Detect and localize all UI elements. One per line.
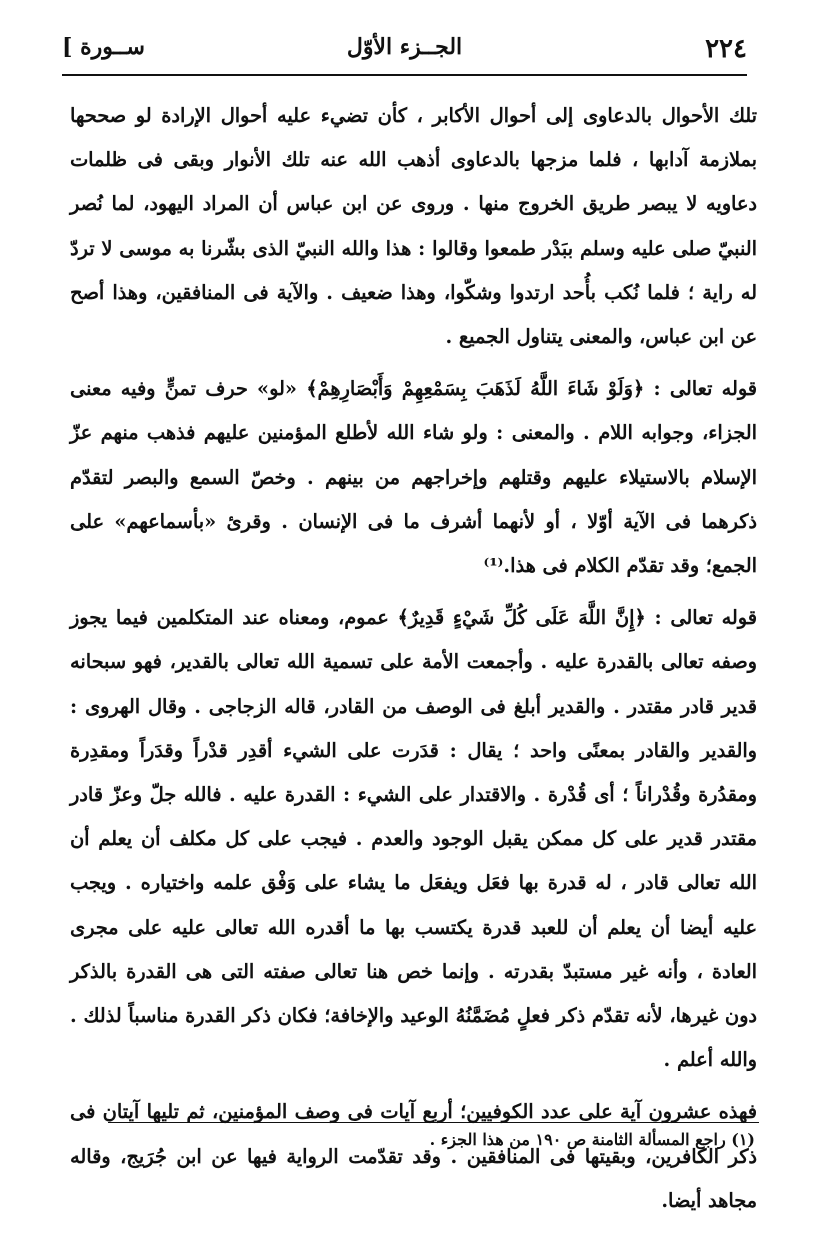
body-text xyxy=(70,94,757,1231)
running-head xyxy=(62,28,747,70)
paragraph: قوله تعالى : ﴿إِنَّ اللَّهَ عَلَى كُلِّ شَيْءٍ قَدِيرٌ﴾ عموم، ومعناه عند المتكلمين فيما يجوز وصفه تعالى بالقدرة عليه . وأجمعت الأمة على تسمية الله تعالى بالقدير، فهو سبحانه قدير قادر مقتدر . والقدير أبلغ فى الوصف من القادر، قاله الزجاجى . وقال الهروى : والقدير والقادر بمعنًى واحد ؛ يقال : قدَرت على الشيء أقدِر قدْراً وقدَراً ومقدِرة ومقدُرة وقُدْراناً ؛ أى قُدْرة . والاقتدار على الشيء : القدرة عليه . فالله جلّ وعزّ قادر مقتدر قدير على كل ممكن يقبل الوجود والعدم . فيجب على كل مكلف أن يعلم أن الله تعالى قادر ، له قدرة بها فعَل ويفعَل ما يشاء على وَفْق علمه واختياره . ويجب عليه أيضا أن يعلم أن للعبد قدرة يكتسب بها ما أقدره الله تعالى عليه على مجرى العادة ، وأنه غير مستبدّ بقدرته . وإنما خص هنا تعالى صفته التى هى القدرة بالذكر دون غيرها، لأنه تقدّم ذكر فعلٍ مُضَمَّنُهُ الوعيد والإخافة؛ فكان ذكر القدرة مناسباً لذلك . والله أعلم . xyxy=(70,606,757,1072)
paragraph: تلك الأحوال بالدعاوى إلى أحوال الأكابر ، كأن تضيء عليه أحوال الإرادة لو صححها بملازمة آدابها ، فلما مزجها بالدعاوى أذهب الله عنه تلك الأنوار وبقى فى ظلمات دعاويه لا يبصر طريق الخروج منها . وروى عن ابن عباس أن المراد اليهود، لما نُصر النبيّ صلى عليه وسلم ببَدْر طمعوا وقالوا : هذا والله النبيّ الذى بشّرنا به موسى لا تردّ له راية ؛ فلما نُكب بأُحد ارتدوا وشكّوا، وهذا ضعيف . والآية فى المنافقين، وهذا أصح عن ابن عباس، والمعنى يتناول الجميع . xyxy=(70,104,757,349)
surah-label: [ ســورة xyxy=(62,34,145,60)
footnote-rule xyxy=(108,1122,759,1123)
header-rule xyxy=(62,74,747,76)
section-title: الجــزء الأوّل xyxy=(346,34,463,60)
footnote: (١) راجع المسألة الثامنة ص ١٩٠ من هذا الجزء . xyxy=(429,1130,755,1149)
page-number: ٢٢٤ xyxy=(705,34,747,64)
paragraph: قوله تعالى : ﴿وَلَوْ شَاءَ اللَّهُ لَذَهَبَ بِسَمْعِهِمْ وَأَبْصَارِهِمْ﴾ «لو» حرف تمنٍّ وفيه معنى الجزاء، وجوابه اللام . والمعنى : ولو شاء الله لأطلع المؤمنين عليهم فذهب منهم عزّ الإسلام بالاستيلاء عليهم وقتلهم وإخراجهم من بينهم . وخصّ السمع والبصر لتقدّم ذكرهما فى الآية أوّلا ، أو لأنهما أشرف ما فى الإنسان . وقرئ «بأسماعهم» على الجمع؛ وقد تقدّم الكلام فى هذا.⁽¹⁾ xyxy=(70,377,757,578)
paragraph: فهذه عشرون آية على عدد الكوفيين؛ أربع آيات فى وصف المؤمنين، ثم تليها آيتان فى ذكر الكافرين، وبقيتها فى المنافقين . وقد تقدّمت الرواية فيها عن ابن جُرَيج، وقاله مجاهد أيضا. xyxy=(70,1100,757,1212)
